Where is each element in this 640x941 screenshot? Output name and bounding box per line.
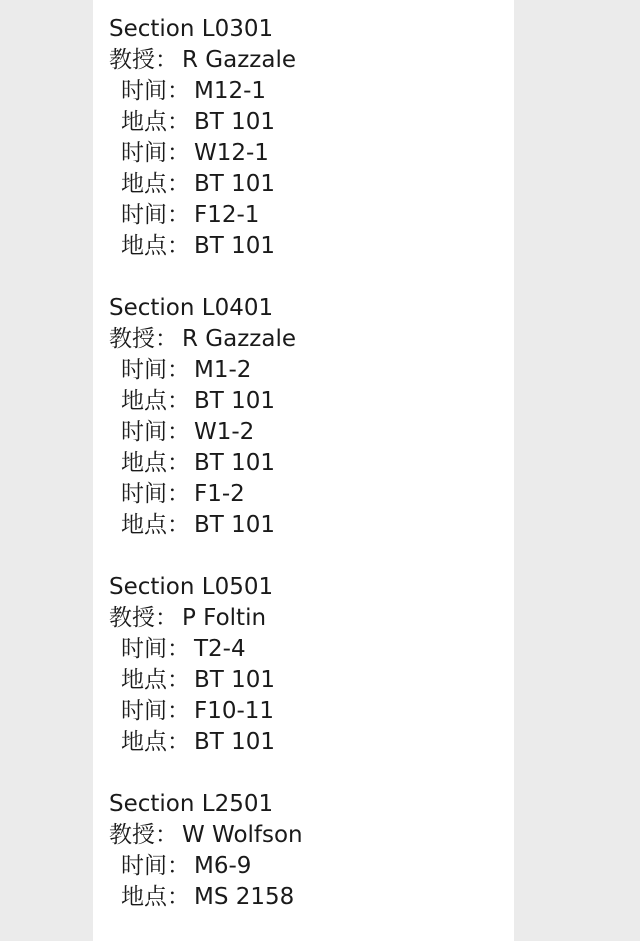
time-label: 时间： [121, 78, 190, 104]
place-line [109, 169, 509, 200]
time-label: 时间： [121, 140, 190, 166]
section-title: Section L0501 [109, 574, 274, 600]
left-gutter [0, 0, 93, 941]
time-value: F1-2 [194, 481, 245, 507]
place-line [109, 448, 509, 479]
place-value: BT 101 [194, 109, 276, 135]
time-value: M1-2 [194, 357, 252, 383]
time-value: T2-4 [194, 636, 246, 662]
time-line [109, 634, 509, 665]
time-value: W1-2 [194, 419, 255, 445]
place-value: BT 101 [194, 233, 276, 259]
place-value: MS 2158 [194, 884, 295, 910]
time-line [109, 479, 509, 510]
place-value: BT 101 [194, 450, 276, 476]
place-line [109, 386, 509, 417]
professor-name: W Wolfson [182, 822, 303, 848]
place-label: 地点： [121, 109, 190, 135]
time-line [109, 696, 509, 727]
blank-line [109, 758, 509, 789]
blank-line [109, 262, 509, 293]
section-list [109, 14, 509, 913]
message-content [93, 0, 514, 941]
time-label: 时间： [121, 202, 190, 228]
professor-line [109, 45, 509, 76]
place-line [109, 510, 509, 541]
time-value: F12-1 [194, 202, 260, 228]
place-line [109, 727, 509, 758]
right-gutter [514, 0, 640, 941]
place-value: BT 101 [194, 171, 276, 197]
time-line [109, 76, 509, 107]
section-title: Section L0301 [109, 16, 274, 42]
professor-name: R Gazzale [182, 326, 296, 352]
section-title: Section L0401 [109, 295, 274, 321]
time-label: 时间： [121, 853, 190, 879]
professor-line [109, 820, 509, 851]
time-line [109, 851, 509, 882]
place-value: BT 101 [194, 729, 276, 755]
place-label: 地点： [121, 388, 190, 414]
time-line [109, 417, 509, 448]
time-value: W12-1 [194, 140, 269, 166]
place-label: 地点： [121, 729, 190, 755]
professor-line [109, 324, 509, 355]
time-line [109, 138, 509, 169]
time-label: 时间： [121, 419, 190, 445]
professor-label: 教授： [109, 605, 178, 631]
place-line [109, 231, 509, 262]
professor-line [109, 603, 509, 634]
place-label: 地点： [121, 233, 190, 259]
place-label: 地点： [121, 450, 190, 476]
time-label: 时间： [121, 357, 190, 383]
place-label: 地点： [121, 171, 190, 197]
professor-label: 教授： [109, 326, 178, 352]
professor-label: 教授： [109, 822, 178, 848]
professor-label: 教授： [109, 47, 178, 73]
section-title: Section L2501 [109, 791, 274, 817]
time-label: 时间： [121, 698, 190, 724]
time-line [109, 200, 509, 231]
place-label: 地点： [121, 667, 190, 693]
professor-name: R Gazzale [182, 47, 296, 73]
place-value: BT 101 [194, 667, 276, 693]
blank-line [109, 541, 509, 572]
place-line [109, 882, 509, 913]
time-label: 时间： [121, 481, 190, 507]
place-value: BT 101 [194, 512, 276, 538]
time-label: 时间： [121, 636, 190, 662]
time-line [109, 355, 509, 386]
place-value: BT 101 [194, 388, 276, 414]
place-line [109, 665, 509, 696]
place-label: 地点： [121, 512, 190, 538]
time-value: M6-9 [194, 853, 252, 879]
time-value: M12-1 [194, 78, 267, 104]
professor-name: P Foltin [182, 605, 267, 631]
time-value: F10-11 [194, 698, 275, 724]
place-line [109, 107, 509, 138]
place-label: 地点： [121, 884, 190, 910]
